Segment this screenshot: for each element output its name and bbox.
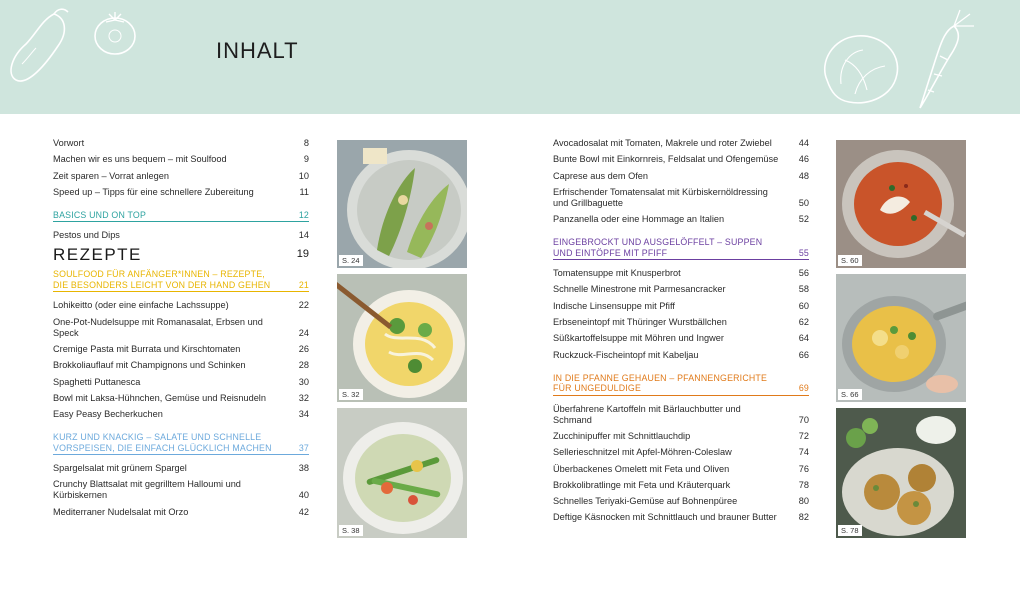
entry-page: 28 (298, 360, 309, 371)
entry-page: 46 (798, 154, 809, 165)
entry-title: Schnelle Minestrone mit Parmesancracker (553, 284, 726, 295)
toc-entry[interactable] (553, 214, 809, 225)
entry-title: Zucchinipuffer mit Schnittlauchdip (553, 430, 691, 441)
section-title: SOULFOOD FÜR ANFÄNGER*INNEN – REZEPTE, DIE BESONDERS LEICHT VON DER HAND GEHEN (53, 269, 271, 290)
toc-entry[interactable] (553, 333, 809, 344)
section-heading-pfanne[interactable] (553, 373, 809, 396)
entry-title: Erfrischender Tomatensalat mit Kürbiskernöldressing und Grillbaguette (553, 186, 768, 208)
toc-entry[interactable] (53, 393, 309, 404)
section-page: 21 (298, 279, 309, 290)
entry-title: Bunte Bowl mit Einkornreis, Feldsalat und Ofengemüse (553, 154, 779, 165)
carrot-doodle-icon (910, 4, 980, 114)
entry-title: Panzanella oder eine Hommage an Italien (553, 214, 725, 225)
entry-page: 58 (798, 284, 809, 295)
entry-page: 38 (298, 463, 309, 474)
section-page: 37 (298, 442, 309, 453)
entry-page: 34 (298, 409, 309, 420)
entry-title: Indische Linsensuppe mit Pfiff (553, 300, 675, 311)
photo-caption: S. 38 (339, 525, 363, 536)
entry-page: 64 (798, 333, 809, 344)
section-page: 12 (298, 209, 309, 220)
chapter-title: REZEPTE (53, 245, 142, 265)
toc-entry[interactable] (553, 171, 809, 182)
entry-title: Cremige Pasta mit Burrata und Kirschtomaten (53, 343, 241, 354)
section-page: 69 (798, 383, 809, 394)
entry-page: 24 (298, 327, 309, 338)
food-photo (337, 408, 467, 538)
toc-entry[interactable] (553, 431, 809, 442)
entry-title: Überfahrene Kartoffeln mit Bärlauchbutter und Schmand (553, 403, 741, 425)
toc-entry[interactable] (53, 171, 309, 182)
food-photo (836, 274, 966, 402)
entry-title: Caprese aus dem Ofen (553, 170, 648, 181)
entry-page: 52 (798, 214, 809, 225)
photo-caption: S. 78 (838, 525, 862, 536)
toc-entry[interactable] (53, 138, 309, 149)
entry-page: 14 (298, 230, 309, 241)
section-title: IN DIE PFANNE GEHAUEN – PFANNENGERICHTE FÜR UNGEDULDIGE (553, 372, 768, 394)
toc-entry[interactable] (53, 360, 309, 371)
entry-page: 74 (798, 447, 809, 458)
entry-page: 32 (298, 392, 309, 403)
entry-title: Ruckzuck-Fischeintopf mit Kabeljau (553, 349, 699, 360)
section-title: BASICS UND ON TOP (53, 209, 147, 220)
entry-title: Pestos und Dips (53, 230, 120, 241)
entry-title: Spaghetti Puttanesca (53, 376, 141, 387)
tomato-doodle-icon (90, 10, 140, 58)
toc-entry[interactable] (53, 317, 309, 339)
toc-entry[interactable] (553, 404, 809, 426)
entry-title: Überbackenes Omelett mit Feta und Oliven (553, 463, 730, 474)
entry-page: 76 (798, 463, 809, 474)
toc-entry[interactable] (53, 463, 309, 474)
entry-page: 42 (298, 506, 309, 517)
toc-entry[interactable] (53, 479, 309, 501)
food-photo (337, 140, 467, 268)
entry-page: 80 (798, 496, 809, 507)
toc-entry[interactable] (553, 187, 809, 209)
toc-entry[interactable] (553, 350, 809, 361)
chapter-heading-rezepte[interactable] (53, 245, 309, 265)
entry-title: Avocadosalat mit Tomaten, Makrele und roter Zwiebel (553, 138, 772, 148)
toc-entry[interactable] (53, 507, 309, 518)
entry-title: Easy Peasy Becherkuchen (53, 409, 163, 420)
noodle-bowl-illustration (337, 274, 467, 402)
section-title: KURZ UND KNACKIG – SALATE UND SCHNELLE VORSPEISEN, DIE EINFACH GLÜCKLICH MACHEN (53, 432, 272, 453)
entry-title: Brokkolibratlinge mit Feta und Kräuterquark (553, 479, 731, 490)
food-photo (836, 408, 966, 538)
entry-page: 10 (298, 170, 309, 181)
page-title: INHALT (216, 38, 299, 63)
lentil-soup-illustration (836, 140, 966, 268)
entry-page: 78 (798, 479, 809, 490)
toc-entry[interactable] (553, 268, 809, 279)
entry-page: 30 (298, 376, 309, 387)
food-photo (337, 274, 467, 402)
eggplant-doodle-icon (6, 8, 76, 88)
toc-entry[interactable] (553, 138, 809, 149)
section-heading-salate[interactable] (53, 432, 309, 455)
toc-entry[interactable] (53, 377, 309, 388)
cabbage-doodle-icon (815, 24, 905, 108)
toc-entry[interactable] (53, 230, 309, 241)
broccoli-patties-illustration (836, 408, 966, 538)
entry-page: 66 (798, 349, 809, 360)
entry-page: 72 (798, 430, 809, 441)
photo-caption: S. 66 (838, 389, 862, 400)
asparagus-salad-illustration (337, 408, 467, 538)
toc-entry[interactable] (553, 154, 809, 165)
toc-entry[interactable] (553, 317, 809, 328)
toc-entry[interactable] (53, 300, 309, 311)
entry-title: Vorwort (53, 138, 85, 148)
photo-caption: S. 24 (339, 255, 363, 266)
entry-page: 9 (303, 154, 309, 165)
entry-title: Zeit sparen – Vorrat anlegen (53, 170, 169, 181)
entry-title: Brokkoliauflauf mit Champignons und Schinken (53, 360, 246, 371)
entry-title: Erbseneintopf mit Thüringer Wurstbällchen (553, 317, 727, 328)
entry-page: 70 (798, 414, 809, 425)
entry-page: 26 (298, 343, 309, 354)
entry-page: 11 (299, 186, 309, 197)
toc-entry[interactable] (53, 187, 309, 198)
entry-title: Bowl mit Laksa-Hühnchen, Gemüse und Reisnudeln (53, 392, 266, 403)
entry-page: 48 (798, 170, 809, 181)
toc-right-column (553, 138, 809, 529)
entry-title: Deftige Käsnocken mit Schnittlauch und brauner Butter (553, 512, 777, 523)
entry-page: 60 (798, 300, 809, 311)
entry-title: Machen wir es uns bequem – mit Soulfood (53, 154, 227, 165)
toc-entry[interactable] (553, 284, 809, 295)
toc-left-column (53, 138, 309, 523)
section-page: 55 (798, 247, 809, 258)
entry-page: 8 (303, 138, 309, 148)
entry-title: Tomatensuppe mit Knusperbrot (553, 268, 681, 279)
entry-page: 50 (798, 197, 809, 208)
toc-entry[interactable] (553, 301, 809, 312)
toc-entry[interactable] (53, 409, 309, 420)
entry-title: Sellerieschnitzel mit Apfel-Möhren-Coleslaw (553, 447, 732, 458)
salad-plate-illustration (337, 140, 467, 268)
entry-title: Süßkartoffelsuppe mit Möhren und Ingwer (553, 333, 724, 344)
toc-entry[interactable] (553, 512, 809, 523)
entry-title: Lohikeitto (oder eine einfache Lachssuppe) (53, 300, 229, 311)
entry-page: 56 (798, 268, 809, 279)
photo-caption: S. 32 (339, 389, 363, 400)
toc-entry[interactable] (553, 480, 809, 491)
entry-title: One-Pot-Nudelsuppe mit Romanasalat, Erbsen und Speck (53, 316, 263, 338)
entry-title: Schnelles Teriyaki-Gemüse auf Bohnenpüree (553, 496, 738, 507)
toc-entry[interactable] (53, 154, 309, 165)
entry-title: Speed up – Tipps für eine schnellere Zubereitung (53, 186, 254, 197)
section-heading-basics[interactable] (53, 210, 309, 223)
food-photo (836, 140, 966, 268)
toc-entry[interactable] (553, 447, 809, 458)
entry-page: 40 (298, 490, 309, 501)
entry-page: 62 (798, 317, 809, 328)
entry-title: Mediterraner Nudelsalat mit Orzo (53, 506, 189, 517)
entry-title: Crunchy Blattsalat mit gegrilltem Halloumi und Kürbiskernen (53, 479, 241, 501)
section-heading-suppen[interactable] (553, 237, 809, 260)
potato-soup-pot-illustration (836, 274, 966, 402)
entry-page: 82 (798, 512, 809, 523)
entry-title: Spargelsalat mit grünem Spargel (53, 463, 187, 474)
chapter-page: 19 (296, 248, 309, 261)
header-band (0, 0, 1020, 114)
toc-entry[interactable] (553, 464, 809, 475)
entry-page: 44 (798, 138, 809, 148)
toc-entry[interactable] (553, 496, 809, 507)
section-heading-anfaenger[interactable] (53, 269, 309, 292)
section-title: EINGEBROCKT UND AUSGELÖFFELT – SUPPEN UND EINTÖPFE MIT PFIFF (553, 237, 763, 258)
toc-entry[interactable] (53, 344, 309, 355)
photo-caption: S. 60 (838, 255, 862, 266)
entry-page: 22 (298, 300, 309, 311)
